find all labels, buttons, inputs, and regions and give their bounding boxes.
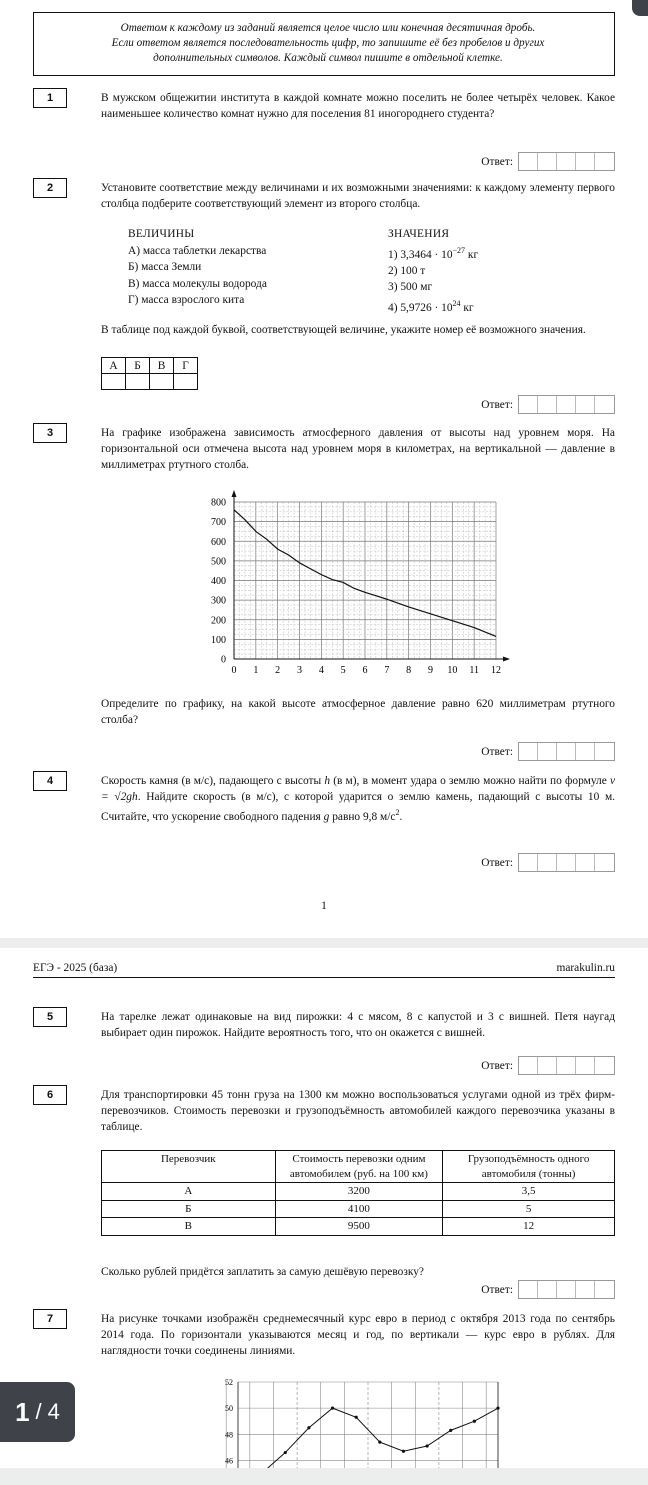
y-tick-label: 300 bbox=[211, 595, 226, 607]
table-row bbox=[102, 1183, 615, 1201]
x-axis-arrow bbox=[503, 657, 510, 662]
y-tick-label: 600 bbox=[211, 536, 226, 548]
letter-cell: Г bbox=[174, 358, 198, 374]
task-question: Сколько рублей придётся заплатить за самую дешёвую перевозку? bbox=[101, 1266, 424, 1278]
answer-field[interactable] bbox=[481, 742, 615, 761]
formula: v = √2gh bbox=[101, 775, 615, 803]
answer-label: Ответ: bbox=[481, 856, 513, 869]
value-item: 1) $3,3464 \cdot 10^{-27}$ кг bbox=[388, 245, 479, 261]
table-row bbox=[102, 1218, 615, 1236]
y-tick-label: 52 bbox=[225, 1378, 233, 1387]
quantity-item: Г) масса взрослого кита bbox=[128, 294, 245, 306]
x-tick-label: 6 bbox=[362, 665, 368, 676]
y-tick-label: 50 bbox=[225, 1404, 233, 1414]
data-point bbox=[402, 1450, 405, 1453]
task-number: 5 bbox=[33, 1007, 67, 1027]
answer-label: Ответ: bbox=[481, 1059, 513, 1072]
task-number: 4 bbox=[33, 771, 67, 791]
task-text: В таблице под каждой буквой, соответствующей величине, укажите номер её возможного значения. bbox=[101, 324, 586, 336]
quantities-column bbox=[128, 226, 267, 309]
answer-cell[interactable] bbox=[174, 374, 198, 390]
task-number: 7 bbox=[33, 1309, 67, 1329]
x-tick-label: 11 bbox=[469, 665, 479, 676]
y-tick-label: 500 bbox=[211, 556, 226, 568]
page-indicator-badge: 1 / 4 bbox=[0, 1382, 75, 1442]
quantity-item: А) масса таблетки лекарства bbox=[128, 244, 267, 257]
value-item: 3) 500 мг bbox=[388, 281, 433, 294]
answer-label: Ответ: bbox=[481, 155, 513, 168]
table-cell: Б bbox=[102, 1200, 276, 1218]
task-text: Для транспортировки 45 тонн груза на 1300 км можно воспользоваться услугами одной из трёх фирм-перевозчиков. Стоимость перевозки и грузоподъёмность автомобилей каждого перевозчика указаны в таблице. bbox=[101, 1089, 615, 1133]
letter-cell: В bbox=[150, 358, 174, 374]
column-title: ВЕЛИЧИНЫ bbox=[128, 228, 195, 240]
answer-cell[interactable] bbox=[126, 374, 150, 390]
task-question: Определите по графику, на какой высоте атмосферное давление равно 620 миллиметрам ртутного столба? bbox=[101, 698, 615, 726]
task-number: 1 bbox=[33, 88, 67, 108]
quantity-item: Б) масса Земли bbox=[128, 261, 202, 273]
table-cell: 12 bbox=[443, 1218, 615, 1236]
task-number: 6 bbox=[33, 1085, 67, 1105]
task-number: 3 bbox=[33, 423, 67, 443]
answer-field[interactable] bbox=[481, 1056, 615, 1075]
y-tick-label: 0 bbox=[221, 654, 226, 666]
instructions-line: дополнительных символов. Каждый символ пишите в отдельной клетке. bbox=[153, 52, 503, 64]
x-tick-label: 7 bbox=[384, 665, 390, 676]
answer-letter-table bbox=[101, 357, 198, 390]
x-tick-label: 10 bbox=[447, 665, 458, 676]
data-point bbox=[473, 1420, 476, 1423]
quantity-item: В) масса молекулы водорода bbox=[128, 277, 267, 290]
answer-field[interactable] bbox=[481, 152, 615, 171]
answer-field[interactable] bbox=[481, 1280, 615, 1299]
table-cell: 3,5 bbox=[443, 1183, 615, 1201]
y-tick-label: 700 bbox=[211, 517, 226, 529]
x-tick-label: 0 bbox=[231, 665, 237, 676]
task-text: Скорость камня (в м/с), падающего с высоты h (в м), в момент удара о землю можно найти по формуле v = √2gh. Найдите скорость (в м/с), с которой ударится о землю камень, падающий с высоты 10 м. Считайте, что ускорение свободного падения g равно 9,8 $м/с^2$. bbox=[101, 775, 616, 823]
data-point bbox=[378, 1441, 381, 1444]
data-point bbox=[425, 1444, 428, 1447]
euro-rate-chart bbox=[215, 1374, 500, 1468]
task-number: 2 bbox=[33, 178, 67, 198]
letter-cell: А bbox=[102, 358, 126, 374]
answer-label: Ответ: bbox=[481, 1283, 513, 1296]
answer-cell[interactable] bbox=[150, 374, 174, 390]
value-item: 2) 100 т bbox=[388, 264, 426, 277]
data-point bbox=[307, 1426, 310, 1429]
answer-label: Ответ: bbox=[481, 398, 513, 411]
viewer-corner-button[interactable] bbox=[632, 0, 648, 16]
table-cell: 4100 bbox=[275, 1200, 443, 1218]
table-header: Перевозчик bbox=[102, 1151, 276, 1183]
y-axis-arrow bbox=[232, 490, 237, 497]
value-item: 4) $5,9726 \cdot 10^{24}$ кг bbox=[388, 298, 474, 314]
answer-cells[interactable] bbox=[518, 152, 615, 171]
y-tick-label: 100 bbox=[211, 634, 226, 646]
table-header: Стоимость перевозки одним автомобилем (руб. на 100 км) bbox=[275, 1151, 443, 1183]
values-column bbox=[388, 226, 478, 316]
answer-cells[interactable] bbox=[518, 395, 615, 414]
data-point bbox=[496, 1407, 499, 1410]
x-tick-label: 4 bbox=[318, 665, 324, 676]
column-title: ЗНАЧЕНИЯ bbox=[388, 228, 450, 240]
data-point bbox=[331, 1407, 334, 1410]
x-tick-label: 9 bbox=[428, 665, 433, 676]
page-header bbox=[33, 962, 615, 978]
task-text: На графике изображена зависимость атмосферного давления от высоты над уровнем моря. На горизонтальной оси отмечена высота над уровнем моря в километрах, на вертикальной — давление в миллиметрах ртутного столба. bbox=[101, 427, 615, 471]
data-point bbox=[449, 1429, 452, 1432]
task-text: В мужском общежитии института в каждой комнате можно поселить не более четырёх человек. Какое наименьшее количество комнат нужно для поселения 81 иногороднего студента? bbox=[101, 92, 615, 120]
table-cell: 5 bbox=[443, 1200, 615, 1218]
answer-cells[interactable] bbox=[518, 1280, 615, 1299]
instructions-line: Ответом к каждому из заданий является целое число или конечная десятичная дробь. bbox=[120, 22, 536, 34]
data-point bbox=[355, 1416, 358, 1419]
task-text: На тарелке лежат одинаковые на вид пирожки: 4 с мясом, 8 с капустой и 3 с вишней. Петя наугад выбирает один пирожок. Найдите вероятность того, что он окажется с вишней. bbox=[101, 1011, 615, 1039]
answer-cells[interactable] bbox=[518, 742, 615, 761]
table-cell: А bbox=[102, 1183, 276, 1201]
answer-field[interactable] bbox=[481, 395, 615, 414]
x-tick-label: 1 bbox=[253, 665, 259, 676]
table-cell: 9500 bbox=[275, 1218, 443, 1236]
task-text: На рисунке точками изображён среднемесячный курс евро в период с октября 2013 года по сентябрь 2014 года. По горизонтали указываются месяц и год, по вертикали — курс евро в рублях. Для наглядности точки соединены линиями. bbox=[101, 1313, 615, 1357]
x-tick-label: 12 bbox=[491, 665, 501, 676]
answer-field[interactable] bbox=[481, 853, 615, 872]
y-tick-label: 200 bbox=[211, 615, 226, 627]
x-tick-label: 5 bbox=[340, 665, 346, 676]
page-number: 1 bbox=[321, 900, 327, 912]
y-tick-label: 400 bbox=[211, 576, 226, 587]
answer-cells[interactable] bbox=[518, 1056, 615, 1075]
answer-cell[interactable] bbox=[102, 374, 126, 390]
table-cell: В bbox=[102, 1218, 276, 1236]
data-point bbox=[284, 1451, 287, 1454]
x-tick-label: 2 bbox=[275, 665, 281, 676]
letter-cell: Б bbox=[126, 358, 150, 374]
instructions-box bbox=[33, 12, 615, 76]
x-tick-label: 8 bbox=[406, 665, 412, 676]
x-tick-label: 3 bbox=[297, 665, 302, 676]
instructions-line: Если ответом является последовательность цифр, то запишите её без пробелов и других bbox=[111, 37, 545, 49]
y-tick-label: 800 bbox=[211, 497, 226, 509]
pressure-altitude-chart bbox=[195, 488, 515, 680]
carriers-table bbox=[101, 1150, 615, 1236]
table-row bbox=[102, 1200, 615, 1218]
task-text: Установите соответствие между величинами и их возможными значениями: к каждому элементу первого столбца подберите соответствующий элемент из второго столбца. bbox=[101, 182, 615, 210]
answer-label: Ответ: bbox=[481, 745, 513, 758]
y-tick-label: 46 bbox=[225, 1456, 233, 1466]
answer-cells[interactable] bbox=[518, 853, 615, 872]
y-tick-label: 48 bbox=[225, 1430, 233, 1440]
page-2 bbox=[0, 948, 648, 1468]
table-header: Грузоподъёмность одного автомобиля (тонны) bbox=[443, 1151, 615, 1183]
table-cell: 3200 bbox=[275, 1183, 443, 1201]
header-left: ЕГЭ - 2025 (база) bbox=[33, 962, 118, 974]
header-right: marakulin.ru bbox=[556, 962, 615, 974]
